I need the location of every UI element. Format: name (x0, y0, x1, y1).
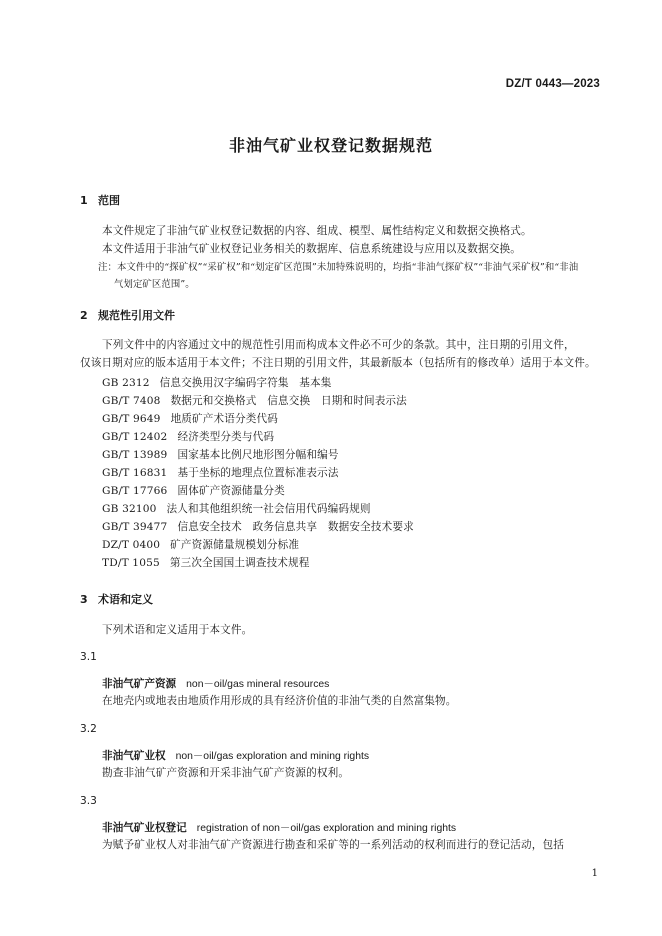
reference-code: GB/T 7408 (102, 395, 161, 407)
term-number: 3.1 (80, 651, 97, 663)
reference-code: GB/T 39477 (102, 521, 168, 533)
reference-item (102, 482, 285, 500)
note-line-1: 注：本文件中的“探矿权”“采矿权”和“划定矿区范围”未加特殊说明的，均指“非油气探矿权”“非油气采矿权”和“非油 (98, 262, 579, 273)
term-definition: 在地壳内或地表由地质作用形成的具有经济价值的非油气类的自然富集物。 (102, 695, 457, 707)
reference-name: 法人和其他组织统一社会信用代码编码规则 (166, 503, 371, 515)
reference-item (102, 428, 274, 446)
reference-item (102, 554, 310, 572)
reference-name: 信息安全技术 政务信息共享 数据安全技术要求 (177, 521, 414, 533)
section-1-number: 1 (80, 194, 88, 207)
term-zh: 非油气矿业权登记 (102, 822, 187, 834)
reference-item (102, 446, 339, 464)
section-2-para-line-1: 下列文件中的内容通过文中的规范性引用而构成本文件必不可少的条款。其中，注日期的引用文件， (102, 339, 575, 351)
reference-item (102, 392, 407, 410)
reference-item (102, 374, 332, 392)
reference-name: 经济类型分类与代码 (177, 431, 275, 443)
reference-item (102, 500, 371, 518)
reference-code: GB/T 16831 (102, 467, 168, 479)
reference-code: TD/T 1055 (102, 557, 160, 569)
section-2-para-line-2: 仅该日期对应的版本适用于本文件；不注日期的引用文件，其最新版本（包括所有的修改单）适用于本文件。 (80, 357, 596, 369)
reference-name: 固体矿产资源储量分类 (177, 485, 285, 497)
section-3-heading (80, 591, 153, 607)
section-1-title: 范围 (98, 194, 120, 207)
reference-item (102, 518, 414, 536)
term-zh: 非油气矿业权 (102, 750, 166, 762)
term-definition: 为赋予矿业权人对非油气矿产资源进行勘查和采矿等的一系列活动的权利而进行的登记活动，包括 (102, 839, 564, 851)
section-2-number: 2 (80, 309, 88, 322)
reference-code: GB 32100 (102, 503, 157, 515)
term-en: non－oil/gas exploration and mining rights (175, 751, 370, 762)
reference-name: 第三次全国国土调查技术规程 (169, 557, 310, 569)
reference-code: GB/T 9649 (102, 413, 161, 425)
section-1-para-2: 本文件适用于非油气矿业权登记业务相关的数据库、信息系统建设与应用以及数据交换。 (102, 243, 522, 255)
reference-name: 基于坐标的地理点位置标准表示法 (177, 467, 339, 479)
reference-name: 矿产资源储量规模划分标准 (170, 539, 300, 551)
reference-name: 地质矿产术语分类代码 (170, 413, 278, 425)
section-2-heading (80, 307, 175, 323)
term-zh: 非油气矿产资源 (102, 678, 177, 690)
note-line-2: 气划定矿区范围”。 (114, 279, 195, 290)
reference-name: 国家基本比例尺地形图分幅和编号 (177, 449, 339, 461)
reference-code: GB 2312 (102, 377, 150, 389)
document-code: DZ/T 0443—2023 (505, 78, 600, 90)
term-number: 3.2 (80, 723, 97, 735)
section-1-heading (80, 192, 120, 208)
reference-item (102, 464, 339, 482)
reference-code: DZ/T 0400 (102, 539, 161, 551)
term-en: non－oil/gas mineral resources (186, 679, 330, 690)
term-en: registration of non－oil/gas exploration and mining rights (196, 823, 457, 834)
reference-name: 信息交换用汉字编码字符集 基本集 (159, 377, 332, 389)
reference-name: 数据元和交换格式 信息交换 日期和时间表示法 (170, 395, 407, 407)
section-3-number: 3 (80, 593, 88, 606)
term-number: 3.3 (80, 795, 97, 807)
reference-code: GB/T 13989 (102, 449, 168, 461)
term-definition: 勘查非油气矿产资源和开采非油气矿产资源的权利。 (102, 767, 350, 779)
document-title: 非油气矿业权登记数据规范 (228, 136, 433, 155)
reference-code: GB/T 12402 (102, 431, 168, 443)
reference-item (102, 536, 299, 554)
section-3-title: 术语和定义 (98, 593, 153, 606)
section-3-intro: 下列术语和定义适用于本文件。 (102, 624, 253, 636)
reference-item (102, 410, 278, 428)
reference-code: GB/T 17766 (102, 485, 168, 497)
page-number: 1 (591, 868, 598, 879)
section-1-para-1: 本文件规定了非油气矿业权登记数据的内容、组成、模型、属性结构定义和数据交换格式。 (102, 225, 532, 237)
section-2-title: 规范性引用文件 (98, 309, 175, 322)
section-1-note (98, 259, 602, 293)
